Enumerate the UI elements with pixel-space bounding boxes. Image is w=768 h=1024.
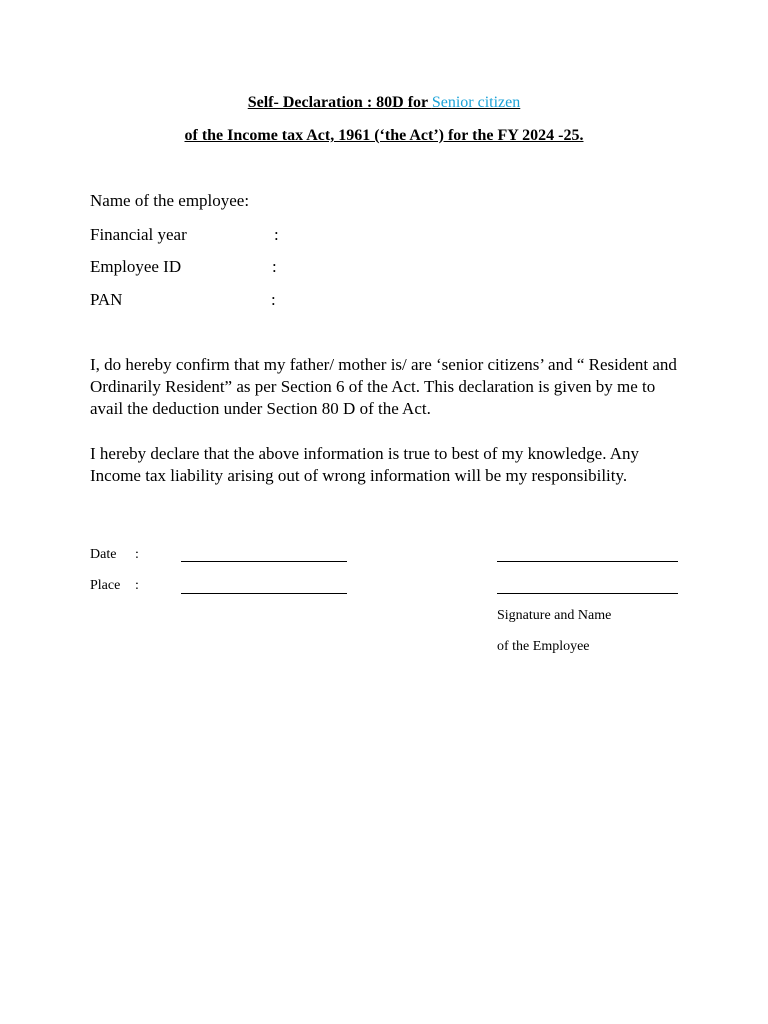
document-title-line1: [0, 94, 768, 112]
employee-id-label: Employee ID: [90, 257, 182, 276]
signature-line-2: [497, 593, 678, 594]
document-title-line2: of the Income tax Act, 1961 (‘the Act’) for the FY 2024 -25.: [184, 127, 584, 144]
signature-line-1: [497, 561, 678, 562]
declaration-paragraph: I hereby declare that the above information is true to best of my knowledge. Any Income tax liability arising out of wrong information will be my responsibility.: [90, 444, 640, 485]
financial-year-label: Financial year: [90, 225, 187, 244]
title-highlight: Senior citizen: [431, 94, 521, 111]
place-input-line: [181, 593, 347, 594]
title-prefix: Self- Declaration : 80D for: [247, 94, 432, 111]
confirmation-paragraph: I, do hereby confirm that my father/ mother is/ are ‘senior citizens’ and “ Resident and Ordinarily Resident” as per Section 6 of the Act. This declaration is given by me to avail the deduction under Section 80 D of the Act.: [90, 355, 677, 418]
date-label: Date: [90, 547, 117, 562]
date-input-line: [181, 561, 347, 562]
employee-name-label: Name of the employee:: [90, 191, 250, 210]
signature-caption-line2: of the Employee: [497, 639, 590, 654]
pan-label: PAN: [90, 290, 123, 309]
place-colon: :: [135, 578, 139, 593]
pan-colon: :: [271, 290, 276, 309]
employee-id-colon: :: [272, 257, 277, 276]
financial-year-colon: :: [274, 225, 279, 244]
date-colon: :: [135, 547, 139, 562]
place-label: Place: [90, 578, 121, 593]
signature-caption-line1: Signature and Name: [497, 608, 612, 623]
